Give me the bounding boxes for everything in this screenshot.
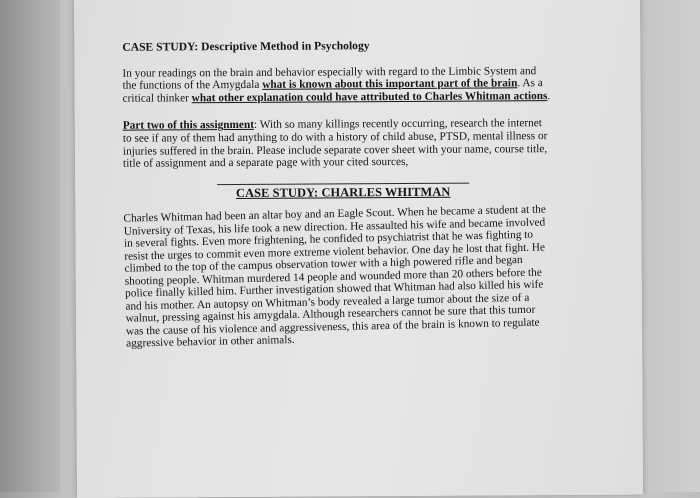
paragraph-part-two [123, 117, 551, 170]
paragraph-whitman-story: Charles Whitman had been an altar boy and an Eagle Scout. When he became a student at the University of Texas, his life took a new direction. He assaulted his wife and became involved in several fights. Even more frightening, he confided to psychiatrist that he was fighting to resist the urges to commit even more extreme violent behavior. One day he lost that fight. He climbed to the top of the campus observation tower with a high powered rifle and began shooting people. Whitman murdered 14 people and wounded more than 20 others before the police finally killed him. Further investigation showed that Whitman had also killed his wife and his mother. An autopsy on Whitman’s body revealed a large tumor about the size of a walnut, pressing against his amygdala. Although researchers cannot be sure that this tumor was the cause of his violence and aggressiveness, this area of the brain is known to regulate aggressive behavior in other animals. [123, 203, 546, 351]
part-two-text: : With so many killings recently occurring, research the internet to see if any of them had anything to do with a history of child abuse, PTSD, mental illness or injuries suffered in the brain. Please include separate cover sheet with your name, course title, title of assignment and a separate page with your cited sources, [122, 117, 548, 170]
part-two-label: Part two of this assignment [122, 119, 255, 133]
document-body [122, 39, 552, 350]
document-title: CASE STUDY: Descriptive Method in Psychology [122, 39, 370, 54]
section-title-whitman: CASE STUDY: CHARLES WHITMAN [217, 182, 469, 200]
paragraph1-emphasis-explanation: what other explanation could have attributed to Charles Whitman actions [191, 89, 548, 105]
paragraph1-emphasis-known: what is known about this important part of the brain [262, 77, 518, 92]
paper-sheet [74, 0, 643, 498]
paragraph1-middle: . As a critical thinker [122, 77, 543, 105]
photo-background-left [0, 0, 60, 492]
paragraph1-intro: In your readings on the brain and behavior especially with regard to the Limbic System and the functions of the Amygdala [122, 64, 537, 92]
paragraph-limbic-system: In your readings on the brain and behavior especially with regard to the Limbic System and the functions of the Amygdala what is known about this important part of the brain. As a critical thinker what other explanation could have attributed to Charles Whitman actions. [122, 64, 551, 105]
